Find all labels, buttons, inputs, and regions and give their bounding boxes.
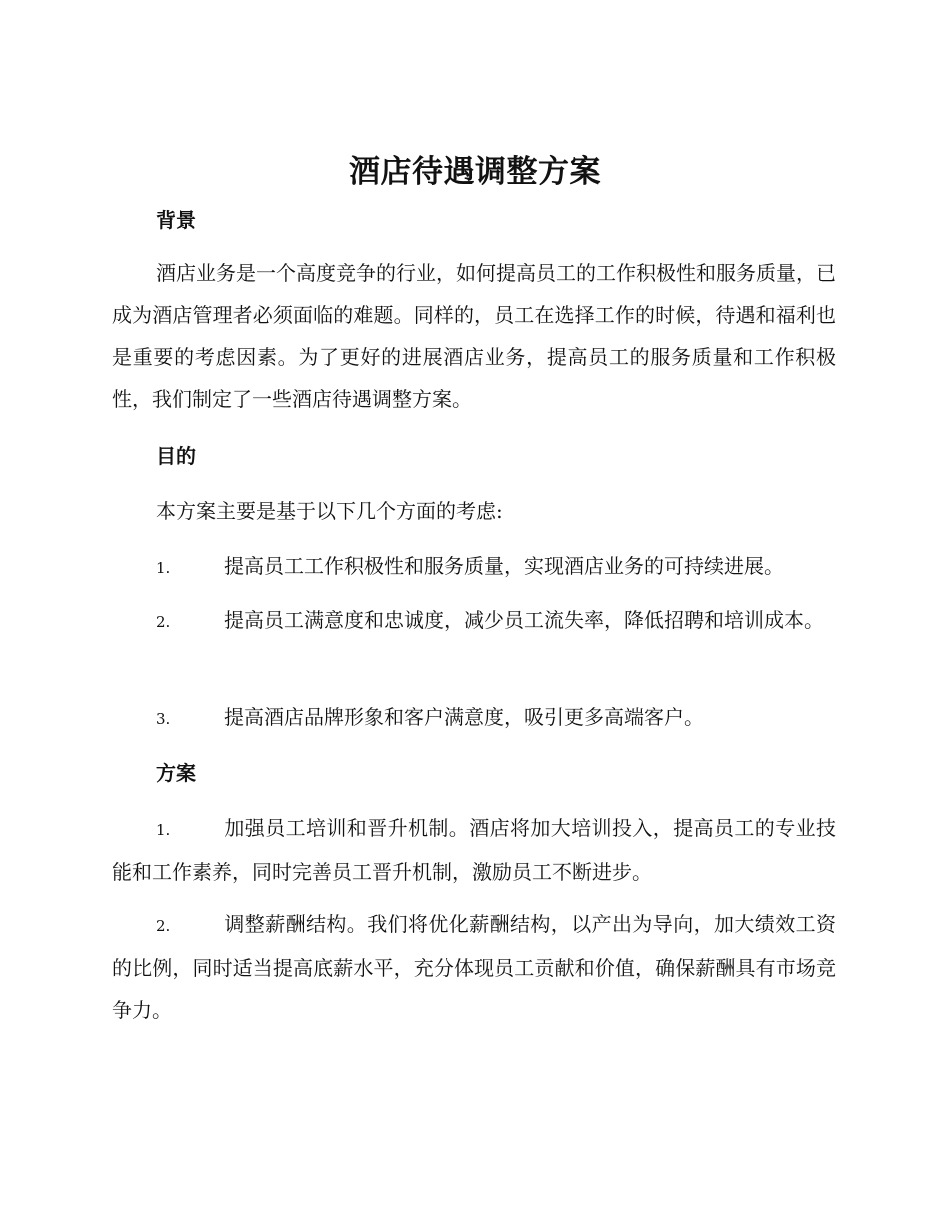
- list-item-text: 提高员工工作积极性和服务质量，实现酒店业务的可持续进展。: [224, 554, 784, 578]
- list-item-text: 调整薪酬结构。我们将优化薪酬结构，以产出为导向，加大绩效工资的比例，同时适当提高底薪水平，充分体现员工贡献和价值，确保薪酬具有市场竞争力。: [112, 912, 836, 1022]
- purpose-intro: 本方案主要是基于以下几个方面的考虑:: [156, 499, 503, 523]
- list-item-text: 加强员工培训和晋升机制。酒店将加大培训投入，提高员工的专业技能和工作素养，同时完善员工晋升机制，激励员工不断进步。: [112, 816, 836, 884]
- list-item-text: 提高酒店品牌形象和客户满意度，吸引更多高端客户。: [224, 705, 704, 729]
- list-number: 2.: [156, 613, 171, 631]
- purpose-list-item-1: [112, 545, 836, 589]
- document-title: 酒店待遇调整方案: [349, 154, 601, 190]
- purpose-list-item-2: [112, 599, 836, 643]
- list-number: 1.: [156, 559, 171, 577]
- section-heading-background: 背景: [156, 208, 196, 232]
- section-heading-plan: 方案: [156, 761, 196, 785]
- list-item-text: 提高员工满意度和忠诚度，减少员工流失率，降低招聘和培训成本。: [224, 608, 824, 632]
- section-heading-purpose: 目的: [156, 444, 196, 468]
- list-number: 2.: [156, 917, 171, 935]
- list-number: 1.: [156, 821, 171, 839]
- plan-list-item-2: [112, 903, 836, 1031]
- background-paragraph: 酒店业务是一个高度竞争的行业，如何提高员工的工作积极性和服务质量，已成为酒店管理者必须面临的难题。同样的，员工在选择工作的时候，待遇和福利也是重要的考虑因素。为了更好的进展酒店业务，提高员工的服务质量和工作积极性，我们制定了一些酒店待遇调整方案。: [112, 261, 836, 411]
- purpose-list-item-3: [112, 696, 836, 740]
- list-number: 3.: [156, 710, 171, 728]
- plan-list-item-1: [112, 807, 836, 893]
